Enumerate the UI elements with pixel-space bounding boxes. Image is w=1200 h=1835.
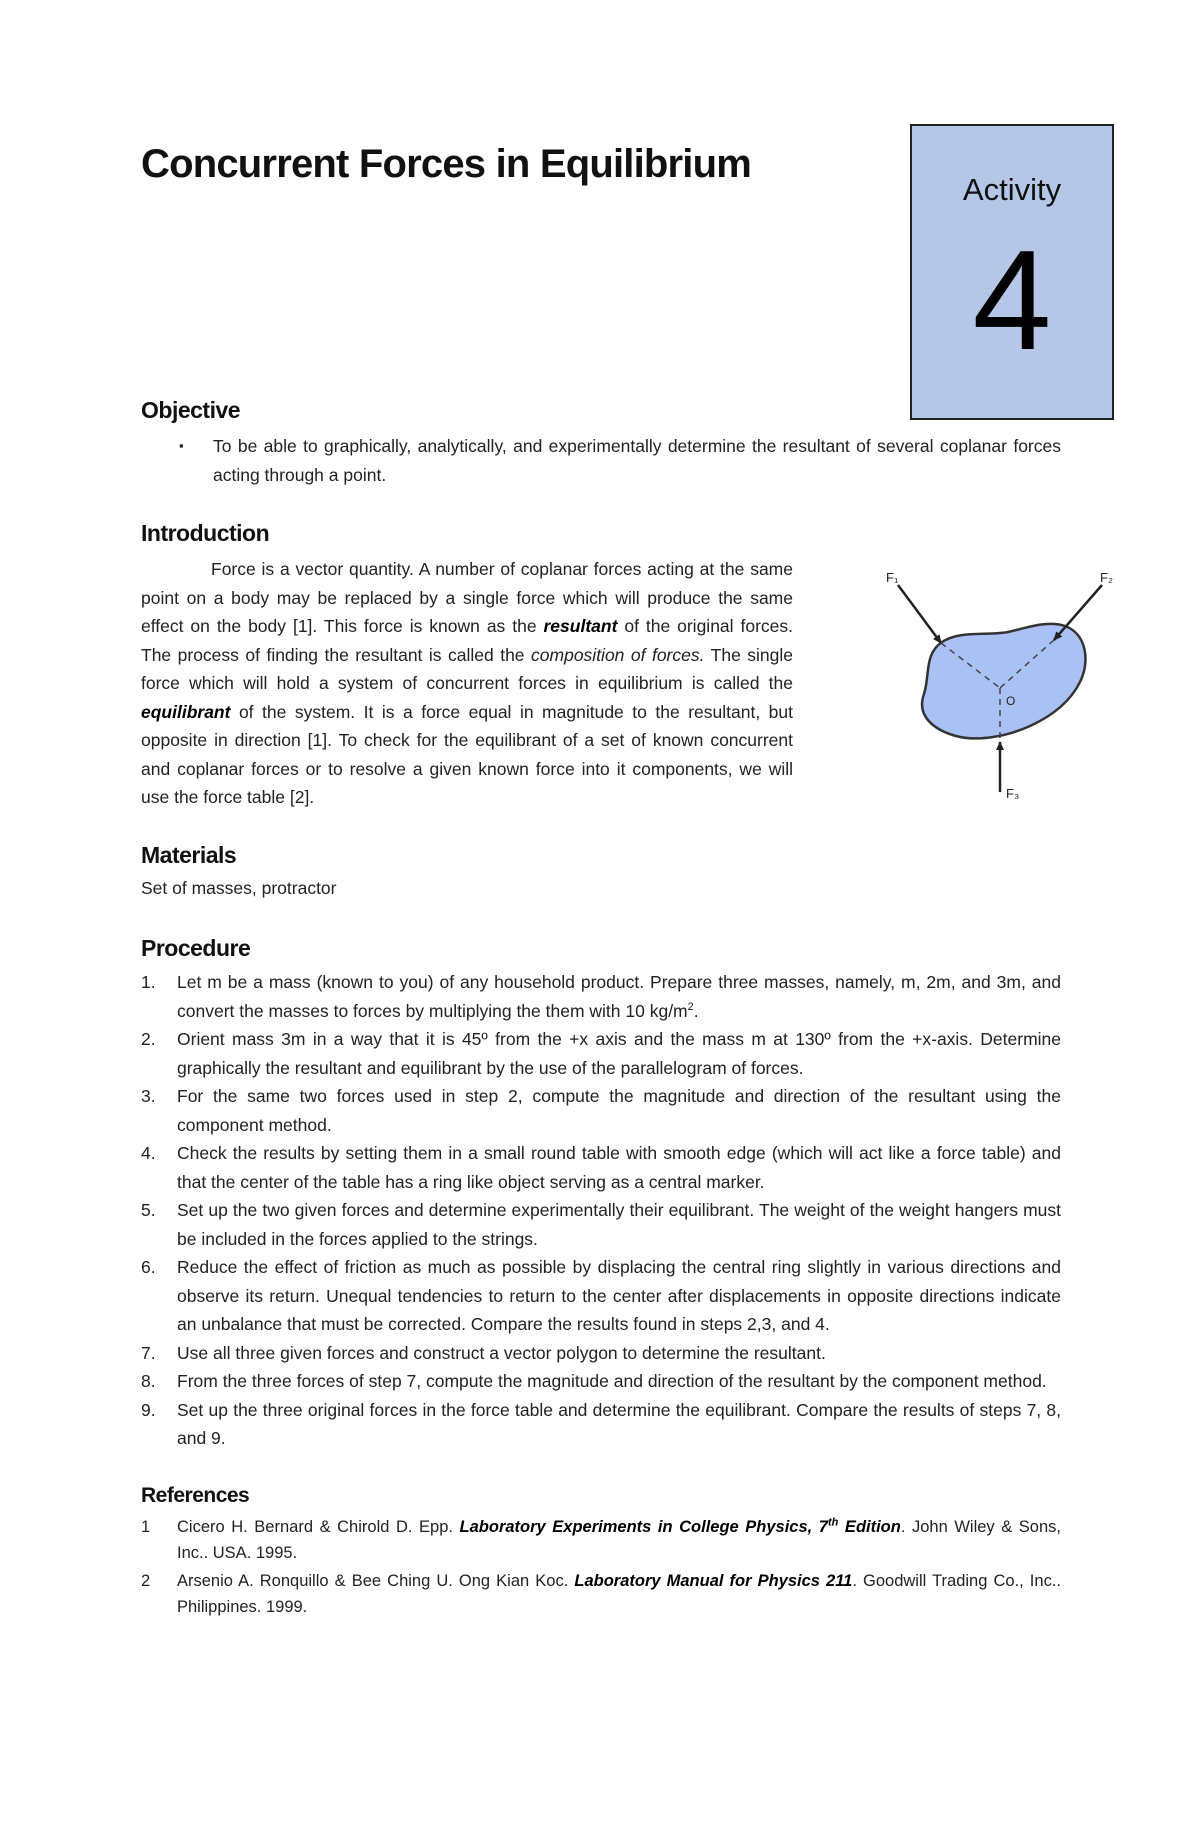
step-number: 6. — [141, 1257, 156, 1277]
step-text: Let m be a mass (known to you) of any household product. Prepare three masses, namely, m, 2m, and 3m, and convert the masses to forces by multiplying the them with 10 kg/m — [177, 972, 1061, 1021]
step-number: 9. — [141, 1399, 156, 1420]
concurrent-forces-diagram — [880, 560, 1125, 805]
procedure-step — [141, 1396, 1061, 1453]
step-text: Set up the three original forces in the force table and determine the equilibrant. Compare the results of steps 7, 8, and 9. — [177, 1399, 1061, 1448]
step-text: Orient mass 3m in a way that it is 45º from the +x axis and the mass m at 130º from the +x-axis. Determine graphically the resultant and equilibrant by the use of the parallelogram of forces. — [177, 1029, 1061, 1078]
references-list — [141, 1514, 1061, 1622]
procedure-step — [141, 1025, 1061, 1082]
procedure-list — [141, 968, 1061, 1453]
procedure-step — [141, 1253, 1061, 1339]
step-number: 8. — [141, 1371, 156, 1391]
reference-book-title — [460, 1518, 901, 1536]
procedure-step — [141, 1367, 1061, 1396]
reference-item — [141, 1568, 1061, 1620]
reference-book-superscript: th — [827, 1516, 839, 1529]
step-text: Check the results by setting them in a small round table with smooth edge (which will act like a force table) and that the center of the table has a ring like object serving as a central marker. — [177, 1143, 1061, 1192]
step-text: Use all three given forces and construct a vector polygon to determine the resultant. — [177, 1342, 826, 1363]
activity-badge — [910, 124, 1114, 420]
rigid-body-shape — [922, 624, 1085, 739]
step-number: 4. — [141, 1143, 156, 1163]
introduction-heading: Introduction — [141, 520, 270, 546]
force-label-1: F₁ — [886, 570, 899, 585]
reference-publisher: . John Wiley & Sons, Inc.. USA. 1995. — [177, 1518, 1061, 1562]
reference-authors: Arsenio A. Ronquillo & Bee Ching U. Ong Kian Koc. — [177, 1572, 575, 1590]
term-equilibrant: equilibrant — [141, 701, 231, 722]
procedure-step — [141, 1339, 1061, 1368]
step-text: Reduce the effect of friction as much as possible by displacing the central ring slightly in various directions and observe its return. Unequal tendencies to return to the center after displacements in opposite directions indicate an unbalance that must be corrected. Compare the results found in steps 2,3, and 4. — [177, 1257, 1061, 1334]
procedure-step — [141, 968, 1061, 1025]
term-resultant: resultant — [543, 616, 618, 636]
objective-text: To be able to graphically, analytically, and experimentally determine the resultant of several coplanar forces acting through a point. — [213, 436, 1061, 485]
force-label-3: F₃ — [1006, 786, 1020, 801]
reference-book-tail: Edition — [838, 1518, 901, 1536]
step-number: 1. — [141, 972, 156, 992]
bullet-icon: ▪ — [179, 438, 184, 453]
page-title: Concurrent Forces in Equilibrium — [141, 142, 752, 186]
intro-text-1: Force is a vector quantity. A number of coplanar forces acting at the same point on a body may be replaced by a single force which will produce the same effect on the body [1]. This force is known as the — [141, 559, 793, 636]
force-arrow-2 — [1054, 585, 1102, 640]
step-text: Set up the two given forces and determine experimentally their equilibrant. The weight of the weight hangers must be included in the forces applied to the strings. — [177, 1200, 1061, 1249]
intro-text-4: of the system. It is a force equal in magnitude to the resultant, but opposite in direction [1]. To check for the equilibrant of a set of known concurrent and coplanar forces or to resolve a given known force into it components, we will use the force table [2]. — [141, 701, 793, 807]
reference-authors: Cicero H. Bernard & Chirold D. Epp. — [177, 1518, 460, 1536]
step-number: 3. — [141, 1086, 156, 1106]
step-number: 7. — [141, 1342, 156, 1363]
reference-book-title: Laboratory Manual for Physics 211 — [574, 1572, 853, 1590]
term-composition: composition of forces. — [531, 644, 705, 665]
materials-heading: Materials — [141, 842, 237, 868]
reference-number: 2 — [141, 1572, 151, 1590]
procedure-step — [141, 1196, 1061, 1253]
procedure-heading: Procedure — [141, 935, 251, 961]
procedure-step — [141, 1139, 1061, 1196]
references-heading: References — [141, 1484, 250, 1507]
objective-heading: Objective — [141, 397, 241, 423]
step-number: 5. — [141, 1200, 156, 1220]
point-label: O — [1006, 694, 1016, 708]
reference-book-text: Laboratory Experiments in College Physics, 7 — [459, 1518, 828, 1536]
objective-item — [141, 432, 1061, 489]
step-text: For the same two forces used in step 2, compute the magnitude and direction of the resultant using the component method. — [177, 1086, 1061, 1135]
force-arrow-1 — [898, 585, 941, 643]
reference-number: 1 — [141, 1518, 151, 1536]
intro-text-2: of the original forces. The process of finding the resultant is called the — [141, 616, 793, 665]
activity-label: Activity — [962, 172, 1062, 207]
activity-number: 4 — [972, 221, 1052, 380]
intro-text-3: The single force which will hold a system of concurrent forces in equilibrium is called the — [141, 644, 793, 693]
objective-list — [141, 432, 1061, 489]
introduction-paragraph — [141, 555, 793, 812]
step-text: From the three forces of step 7, compute the magnitude and direction of the resultant by the component method. — [177, 1371, 1047, 1391]
reference-publisher: . Goodwill Trading Co., Inc.. Philippines. 1999. — [177, 1572, 1061, 1616]
step-number: 2. — [141, 1029, 156, 1049]
reference-item — [141, 1514, 1061, 1566]
step-text-end: . — [693, 1000, 699, 1021]
materials-text: Set of masses, protractor — [141, 878, 337, 898]
step-superscript: 2 — [687, 1000, 694, 1013]
procedure-step — [141, 1082, 1061, 1139]
force-label-2: F₂ — [1100, 570, 1113, 585]
